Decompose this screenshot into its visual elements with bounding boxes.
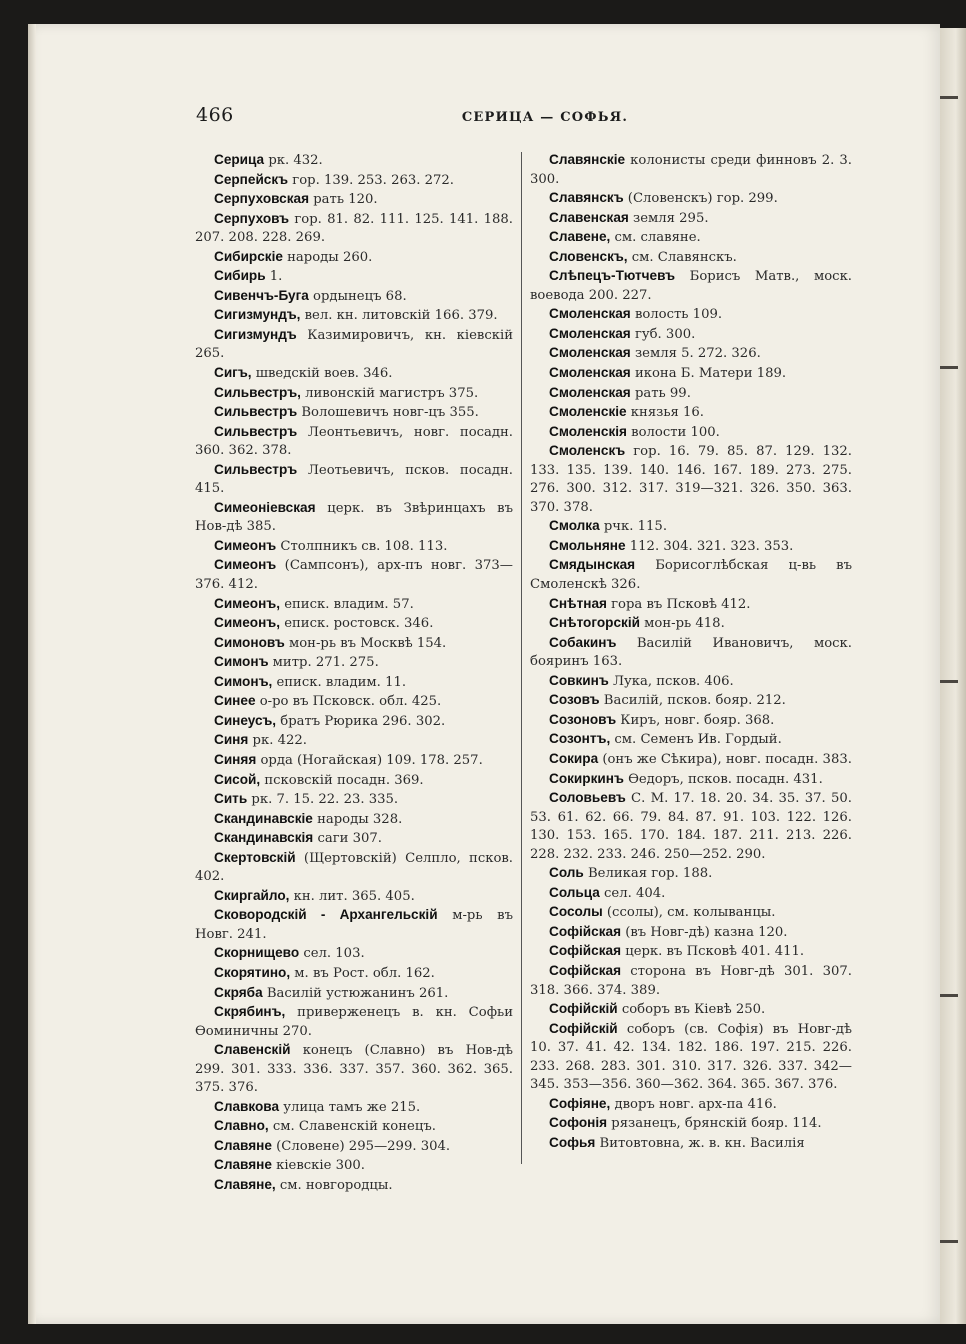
index-reference: народы 328. bbox=[312, 811, 403, 827]
index-reference: гор. 139. 253. 263. 272. bbox=[288, 172, 454, 188]
index-entry bbox=[195, 151, 513, 171]
index-term: Симонъ, bbox=[214, 673, 273, 689]
index-term: Сильвестръ bbox=[214, 461, 298, 477]
index-reference: м. въ Рост. обл. 162. bbox=[290, 965, 435, 981]
next-page-edge bbox=[940, 28, 966, 1324]
index-term: Смоленская bbox=[549, 306, 631, 322]
index-entry bbox=[530, 517, 852, 537]
index-reference: (Щертовскій) Селпло, псков. 402. bbox=[195, 850, 513, 885]
index-term: Смядынская bbox=[549, 557, 636, 573]
index-term: Смоленскія bbox=[549, 423, 627, 439]
index-entry bbox=[530, 711, 852, 731]
index-reference: орда (Ногайская) 109. 178. 257. bbox=[256, 752, 483, 768]
index-reference: соборъ въ Кіевѣ 250. bbox=[617, 1002, 766, 1018]
index-reference: рязанецъ, брянскій бояр. 114. bbox=[607, 1116, 822, 1132]
index-term: Серпуховъ bbox=[214, 210, 290, 226]
index-entry bbox=[530, 634, 852, 672]
index-term: Созоновъ bbox=[549, 711, 617, 727]
index-reference: м-рь въ Новг. 241. bbox=[195, 908, 513, 942]
index-term: Скиргайло, bbox=[214, 887, 290, 903]
index-term: Сокира bbox=[549, 750, 599, 766]
index-term: Смольняне bbox=[549, 537, 626, 553]
index-term: Скандинавскіе bbox=[214, 810, 313, 826]
index-entry bbox=[530, 962, 852, 1000]
index-term: Симеонъ, bbox=[214, 615, 280, 631]
index-reference: рк. 432. bbox=[264, 153, 323, 168]
index-term: Смоленскъ bbox=[549, 443, 626, 459]
index-term: Софійская bbox=[549, 923, 622, 939]
index-entry bbox=[195, 287, 513, 307]
index-entry bbox=[195, 306, 513, 326]
index-reference: Борисоглѣбская ц-вь въ Смоленскѣ 326. bbox=[530, 558, 852, 593]
index-reference: (ссолы), см. колыванцы. bbox=[602, 905, 776, 921]
index-entry bbox=[195, 595, 513, 615]
index-entry bbox=[195, 1003, 513, 1041]
index-term: Симоновъ bbox=[214, 634, 285, 650]
index-reference: см. Славянскъ. bbox=[627, 249, 737, 265]
index-entry bbox=[195, 673, 513, 693]
index-reference: Казимировичъ, кн. кіевскій 265. bbox=[195, 327, 513, 362]
index-reference: Василій устюжанинъ 261. bbox=[262, 985, 449, 1001]
index-term: Симеонъ bbox=[214, 537, 277, 553]
index-term: Славно, bbox=[214, 1118, 269, 1134]
index-term: Славенскій bbox=[214, 1042, 291, 1058]
index-reference: братъ Рюрика 296. 302. bbox=[276, 713, 446, 729]
index-reference: кіевскіе 300. bbox=[271, 1158, 365, 1174]
index-entry bbox=[195, 751, 513, 771]
page-number: 466 bbox=[196, 104, 234, 126]
index-term: Славянскъ bbox=[549, 190, 624, 206]
index-reference: рчк. 115. bbox=[599, 519, 668, 535]
index-entry bbox=[195, 810, 513, 830]
index-term: Соловьевъ bbox=[549, 790, 626, 806]
index-term: Созонтъ, bbox=[549, 731, 611, 747]
index-term: Смолка bbox=[549, 518, 600, 534]
index-entry bbox=[530, 750, 852, 770]
column-divider bbox=[521, 152, 522, 1164]
index-entry bbox=[195, 849, 513, 887]
index-reference: губ. 300. bbox=[630, 326, 696, 342]
index-term: Софонія bbox=[549, 1115, 608, 1131]
index-term: Серпейскъ bbox=[214, 171, 289, 187]
index-entry bbox=[530, 325, 852, 345]
index-reference: Киръ, новг. бояр. 368. bbox=[616, 712, 775, 728]
index-reference: Волошевичъ новг-цъ 355. bbox=[297, 405, 479, 421]
index-term: Сосолы bbox=[549, 904, 603, 920]
index-reference: народы 260. bbox=[282, 249, 373, 265]
index-reference: кн. лит. 365. 405. bbox=[289, 888, 415, 904]
index-term: Сигизмундъ, bbox=[214, 307, 301, 323]
index-term: Скорнищево bbox=[214, 945, 300, 961]
index-reference: волость 109. bbox=[630, 307, 723, 323]
index-reference: шведскій воев. 346. bbox=[251, 366, 393, 382]
index-entry bbox=[530, 864, 852, 884]
index-entry bbox=[195, 887, 513, 907]
index-entry bbox=[195, 326, 513, 364]
index-entry bbox=[195, 964, 513, 984]
index-reference: Великая гор. 188. bbox=[583, 866, 713, 882]
index-term: Совкинъ bbox=[549, 672, 609, 688]
index-entry bbox=[195, 499, 513, 537]
index-term: Собакинъ bbox=[549, 634, 617, 650]
index-entry bbox=[195, 984, 513, 1004]
index-term: Снѣтогорскій bbox=[549, 615, 640, 631]
index-entry bbox=[530, 903, 852, 923]
index-reference: гор. 16. 79. 85. 87. 129. 132. 133. 135. 139. 140. 146. 167. 189. 273. 275. 276. 300. 312. 317. 319—321. 326. 350. 363. 370. 378. bbox=[530, 444, 852, 515]
index-term: Синяя bbox=[214, 751, 257, 767]
index-term: Сольца bbox=[549, 884, 600, 900]
index-entry bbox=[530, 442, 852, 517]
index-entry bbox=[195, 614, 513, 634]
index-term: Сисой, bbox=[214, 771, 261, 787]
index-reference: еписк. владим. 11. bbox=[272, 674, 407, 690]
index-reference: см. Славенскій конецъ. bbox=[268, 1119, 436, 1135]
index-term: Славянскіе bbox=[549, 152, 626, 167]
index-entry bbox=[195, 210, 513, 248]
index-reference: рать 99. bbox=[630, 385, 691, 401]
index-entry bbox=[195, 692, 513, 712]
index-term: Славене, bbox=[549, 229, 611, 245]
index-entry bbox=[530, 228, 852, 248]
index-reference: Леотьевичъ, псков. посадн. 415. bbox=[195, 462, 513, 497]
index-term: Славяне bbox=[214, 1137, 272, 1153]
index-entry bbox=[195, 384, 513, 404]
index-reference: еписк. владим. 57. bbox=[280, 596, 414, 612]
index-entry bbox=[195, 1098, 513, 1118]
index-reference: конецъ (Славно) въ Нов-дѣ 299. 301. 333. 336. 337. 357. 360. 362. 365. 375. 376. bbox=[195, 1043, 513, 1096]
index-entry bbox=[530, 556, 852, 594]
index-term: Серица bbox=[214, 152, 265, 167]
index-term: Сильвестръ, bbox=[214, 384, 301, 400]
index-reference: Лука, псков. 406. bbox=[608, 673, 734, 689]
index-term: Сильвестръ bbox=[214, 423, 298, 439]
index-entry bbox=[195, 248, 513, 268]
index-reference: мон-рь 418. bbox=[639, 616, 725, 632]
index-entry bbox=[530, 730, 852, 750]
index-term: Серпуховская bbox=[214, 191, 310, 207]
index-entry bbox=[530, 789, 852, 864]
index-reference: земля 5. 272. 326. bbox=[630, 346, 761, 362]
index-entry bbox=[530, 403, 852, 423]
index-term: Сильвестръ bbox=[214, 404, 298, 420]
index-entry bbox=[195, 461, 513, 499]
index-reference: см. Семенъ Ив. Гордый. bbox=[610, 732, 782, 748]
index-reference: о-ро въ Псковск. обл. 425. bbox=[255, 694, 442, 710]
index-reference: волости 100. bbox=[626, 424, 720, 440]
index-reference: 1. bbox=[265, 269, 283, 285]
index-term: Синее bbox=[214, 693, 256, 709]
index-entry bbox=[195, 634, 513, 654]
index-reference: (Сампсонъ), арх-пъ новг. 373—376. 412. bbox=[195, 558, 513, 593]
index-term: Софья bbox=[549, 1134, 596, 1150]
index-term: Смоленская bbox=[549, 365, 631, 381]
index-entry bbox=[530, 770, 852, 790]
index-term: Слѣпецъ-Тютчевъ bbox=[549, 268, 676, 284]
index-term: Синя bbox=[214, 732, 249, 748]
index-term: Сигизмундъ bbox=[214, 326, 297, 342]
index-entry bbox=[530, 344, 852, 364]
index-entry bbox=[195, 771, 513, 791]
index-term: Славяне, bbox=[214, 1176, 276, 1192]
index-entry bbox=[195, 1137, 513, 1157]
index-term: Соль bbox=[549, 865, 584, 881]
index-term: Сить bbox=[214, 791, 248, 807]
index-reference: ливонскій магистръ 375. bbox=[300, 385, 479, 401]
index-reference: князья 16. bbox=[626, 405, 704, 421]
index-entry bbox=[530, 189, 852, 209]
index-reference: Леонтьевичъ, новг. посадн. 360. 362. 378. bbox=[195, 424, 513, 459]
index-reference: сторона въ Новг-дѣ 301. 307. 318. 366. 374. 389. bbox=[530, 963, 852, 998]
index-entry bbox=[195, 712, 513, 732]
index-reference: Василій, псков. бояр. 212. bbox=[599, 693, 786, 709]
index-entry bbox=[195, 556, 513, 594]
index-reference: (Словене) 295—299. 304. bbox=[271, 1138, 451, 1154]
index-entry bbox=[530, 1020, 852, 1095]
index-entry bbox=[195, 267, 513, 287]
index-reference: Витовтовна, ж. в. кн. Василія bbox=[595, 1135, 805, 1151]
index-reference: гора въ Псковѣ 412. bbox=[606, 596, 751, 612]
index-entry bbox=[195, 403, 513, 423]
index-entry bbox=[195, 1156, 513, 1176]
index-term: Скорятино, bbox=[214, 964, 291, 980]
index-entry bbox=[195, 653, 513, 673]
index-reference: Василій Ивановичъ, моск. бояринъ 163. bbox=[530, 635, 852, 670]
index-entry bbox=[530, 1000, 852, 1020]
index-entry bbox=[195, 537, 513, 557]
index-entry bbox=[530, 151, 852, 189]
index-entry bbox=[195, 1117, 513, 1137]
index-entry bbox=[530, 942, 852, 962]
index-reference: ордынецъ 68. bbox=[308, 288, 407, 304]
index-reference: С. М. 17. 18. 20. 34. 35. 37. 50. 53. 61. 62. 66. 79. 84. 87. 91. 103. 122. 126. 130. 153. 165. 170. 184. 187. 211. 213. 226. 228. 232. 233. 246. 250—252. 290. bbox=[530, 791, 852, 862]
index-term: Скертовскій bbox=[214, 849, 296, 865]
index-reference: улица тамъ же 215. bbox=[279, 1099, 421, 1115]
index-term: Софійскій bbox=[549, 1001, 618, 1017]
running-head: СЕРИЦА — СОФЬЯ. bbox=[461, 110, 629, 125]
index-entry bbox=[195, 906, 513, 944]
index-term: Симонъ bbox=[214, 654, 269, 670]
index-entry bbox=[530, 209, 852, 229]
index-term: Скряба bbox=[214, 984, 263, 1000]
index-reference: рк. 422. bbox=[248, 733, 307, 749]
index-term: Сокиркинъ bbox=[549, 770, 624, 786]
index-term: Софіяне, bbox=[549, 1095, 611, 1111]
index-entry bbox=[195, 1176, 513, 1196]
index-reference: дворъ новг. арх-па 416. bbox=[610, 1096, 777, 1112]
index-term: Симеонъ bbox=[214, 557, 277, 573]
index-reference: Столпникъ св. 108. 113. bbox=[276, 538, 448, 554]
index-reference: (Словенскъ) гор. 299. bbox=[623, 191, 778, 207]
index-term: Софійская bbox=[549, 962, 622, 978]
index-term: Сибирскіе bbox=[214, 248, 283, 264]
index-term: Славяне bbox=[214, 1157, 272, 1173]
index-entry bbox=[195, 364, 513, 384]
index-term: Синеусъ, bbox=[214, 712, 277, 728]
index-entry bbox=[195, 731, 513, 751]
index-term: Снѣтная bbox=[549, 595, 607, 611]
index-entry bbox=[195, 190, 513, 210]
index-entry bbox=[195, 423, 513, 461]
index-entry bbox=[530, 305, 852, 325]
index-entry bbox=[530, 595, 852, 615]
index-entry bbox=[530, 1114, 852, 1134]
index-entry bbox=[195, 829, 513, 849]
index-reference: церк. въ Звѣринцахъ въ Нов-дѣ 385. bbox=[195, 500, 513, 535]
index-reference: саги 307. bbox=[313, 831, 382, 847]
index-entry bbox=[195, 944, 513, 964]
index-reference: соборъ (св. Софія) въ Новг-дѣ 10. 37. 41. 42. 134. 182. 186. 197. 215. 226. 233. 268. 283. 301. 310. 317. 326. 337. 342—345. 353—356. 360—362. 364. 365. 367. 376. bbox=[530, 1021, 852, 1093]
index-term: Скрябинъ, bbox=[214, 1004, 286, 1020]
index-term: Сибирь bbox=[214, 268, 266, 284]
index-entry bbox=[530, 537, 852, 557]
index-term: Софійская bbox=[549, 943, 622, 959]
index-entry bbox=[530, 1134, 852, 1154]
index-entry bbox=[530, 267, 852, 305]
index-entry bbox=[530, 691, 852, 711]
index-reference: гор. 81. 82. 111. 125. 141. 188. 207. 208. 228. 269. bbox=[195, 211, 513, 246]
index-entry bbox=[195, 171, 513, 191]
index-term: Сигъ, bbox=[214, 365, 252, 381]
index-reference: Ѳедоръ, псков. посадн. 431. bbox=[623, 771, 823, 787]
index-reference: еписк. ростовск. 346. bbox=[280, 616, 434, 632]
index-reference: 112. 304. 321. 323. 353. bbox=[625, 538, 794, 554]
index-term: Скандинавскія bbox=[214, 830, 314, 846]
index-reference: митр. 271. 275. bbox=[268, 655, 379, 671]
index-reference: см. славяне. bbox=[610, 230, 701, 246]
index-reference: сел. 103. bbox=[299, 946, 365, 962]
index-reference: (онъ же Сѣкира), новг. посадн. 383. bbox=[598, 751, 852, 767]
index-column-left bbox=[195, 151, 513, 1196]
index-term: Славенская bbox=[549, 209, 629, 225]
index-term: Сковородскій - Архангельскій bbox=[214, 907, 438, 923]
index-entry bbox=[530, 672, 852, 692]
index-column-right bbox=[530, 151, 852, 1153]
index-term: Смоленскіе bbox=[549, 404, 627, 420]
index-reference: рк. 7. 15. 22. 23. 335. bbox=[247, 792, 399, 808]
index-entry bbox=[530, 423, 852, 443]
index-term: Софійскій bbox=[549, 1020, 618, 1036]
index-reference: мон-рь въ Москвѣ 154. bbox=[284, 635, 447, 651]
index-reference: сел. 404. bbox=[599, 885, 666, 901]
index-entry bbox=[530, 364, 852, 384]
index-term: Смоленская bbox=[549, 345, 631, 361]
index-entry bbox=[195, 790, 513, 810]
index-reference: вел. кн. литовскій 166. 379. bbox=[300, 308, 498, 324]
page-gutter-shadow bbox=[28, 24, 36, 1324]
index-entry bbox=[530, 384, 852, 404]
index-term: Симеонъ, bbox=[214, 595, 280, 611]
index-term: Созовъ bbox=[549, 692, 600, 708]
index-reference: см. новгородцы. bbox=[275, 1177, 393, 1193]
index-reference: псковскій посадн. 369. bbox=[260, 772, 424, 788]
index-reference: приверженецъ в. кн. Софьи Ѳоминичны 270. bbox=[195, 1005, 513, 1039]
index-reference: Борисъ Матв., моск. воевода 200. 227. bbox=[530, 269, 852, 303]
index-term: Славкова bbox=[214, 1098, 280, 1114]
index-reference: икона Б. Матери 189. bbox=[630, 366, 787, 382]
index-entry bbox=[530, 248, 852, 268]
index-reference: колонисты среди финновъ 2. 3. 300. bbox=[530, 153, 852, 187]
index-term: Смоленская bbox=[549, 325, 631, 341]
index-entry bbox=[530, 923, 852, 943]
index-entry bbox=[530, 884, 852, 904]
index-term: Сивенчъ-Буга bbox=[214, 287, 309, 303]
index-reference: (въ Новг-дѣ) казна 120. bbox=[621, 924, 788, 940]
index-entry bbox=[195, 1041, 513, 1098]
index-term: Симеоніевская bbox=[214, 499, 316, 515]
index-reference: рать 120. bbox=[309, 192, 378, 208]
index-entry bbox=[530, 614, 852, 634]
index-reference: земля 295. bbox=[628, 210, 709, 226]
index-entry bbox=[530, 1095, 852, 1115]
index-term: Смоленская bbox=[549, 384, 631, 400]
index-term: Словенскъ, bbox=[549, 248, 628, 264]
index-reference: церк. въ Псковѣ 401. 411. bbox=[621, 944, 805, 960]
